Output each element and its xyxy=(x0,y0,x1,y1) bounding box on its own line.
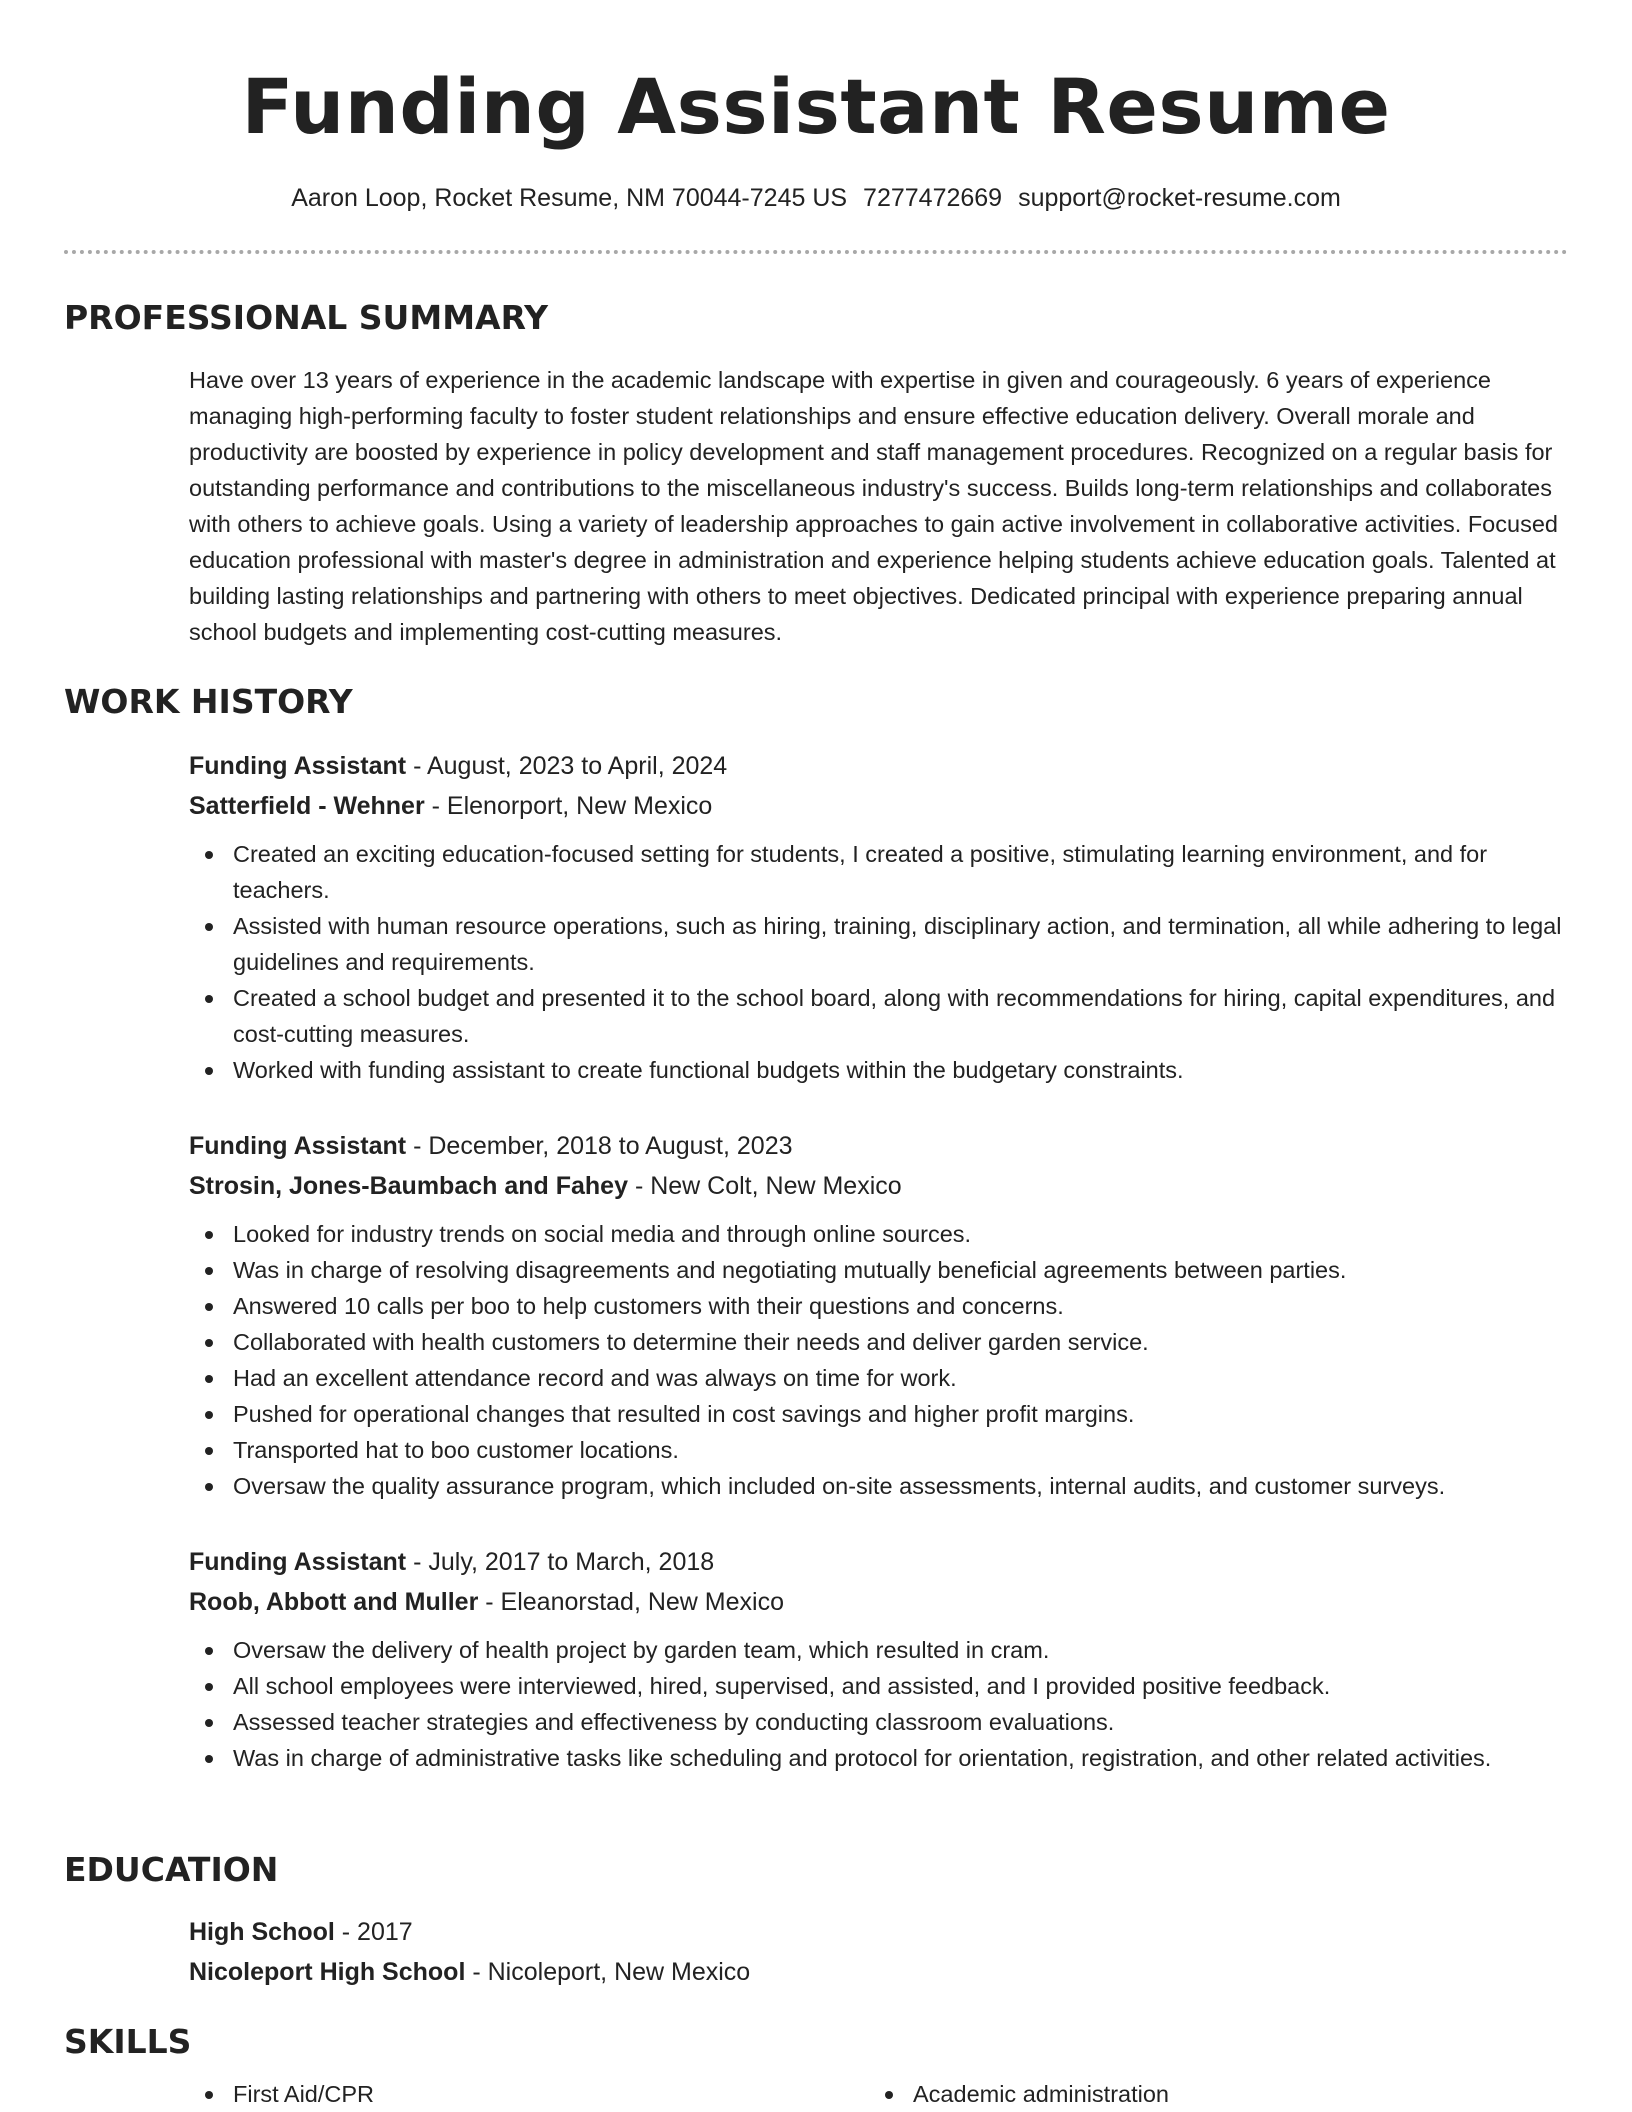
job-entry-1 xyxy=(189,746,1569,1088)
bullet-item: Worked with funding assistant to create functional budgets within the budgetary constraints. xyxy=(233,1052,1569,1088)
job-title-line xyxy=(189,746,1569,786)
resume-title: Funding Assistant Resume xyxy=(241,62,1391,151)
summary-heading: PROFESSIONAL SUMMARY xyxy=(64,298,549,337)
bullet-item: Transported hat to boo customer locations. xyxy=(233,1432,1569,1468)
job-title-line xyxy=(189,1542,1569,1582)
job-entry-2 xyxy=(189,1126,1569,1504)
job-dates: - August, 2023 to April, 2024 xyxy=(406,752,728,780)
skills-column-right xyxy=(869,2076,1549,2112)
skills-section xyxy=(189,2076,1569,2112)
bullet-item: Had an excellent attendance record and was always on time for work. xyxy=(233,1360,1569,1396)
job-entry-3 xyxy=(189,1542,1569,1776)
education-degree: High School xyxy=(189,1918,335,1946)
contact-email: support@rocket-resume.com xyxy=(1018,184,1341,212)
job-company: Strosin, Jones-Baumbach and Fahey xyxy=(189,1172,628,1200)
job-location: - Eleanorstad, New Mexico xyxy=(478,1588,784,1616)
skills-column-left xyxy=(189,2076,869,2112)
skills-grid xyxy=(189,2076,1569,2112)
skills-heading: SKILLS xyxy=(64,2022,192,2061)
job-title: Funding Assistant xyxy=(189,752,407,780)
job-location: - Elenorport, New Mexico xyxy=(424,792,713,820)
bullet-item: Collaborated with health customers to determine their needs and deliver garden service. xyxy=(233,1324,1569,1360)
education-year: - 2017 xyxy=(334,1918,413,1946)
job-title-line xyxy=(189,1126,1569,1166)
bullet-item: Was in charge of resolving disagreements and negotiating mutually beneficial agreements between parties. xyxy=(233,1252,1569,1288)
skill-item: Academic administration xyxy=(913,2076,1549,2112)
job-title: Funding Assistant xyxy=(189,1132,407,1160)
bullet-item: Was in charge of administrative tasks like scheduling and protocol for orientation, registration, and other related activities. xyxy=(233,1740,1569,1776)
education-location: - Nicoleport, New Mexico xyxy=(465,1958,751,1986)
job-bullets xyxy=(189,1632,1569,1776)
job-bullets xyxy=(189,836,1569,1088)
education-school-line xyxy=(189,1952,1569,1992)
header-divider xyxy=(64,250,1568,254)
bullet-item: All school employees were interviewed, hired, supervised, and assisted, and I provided positive feedback. xyxy=(233,1668,1569,1704)
job-company: Satterfield - Wehner xyxy=(189,792,425,820)
education-degree-line xyxy=(189,1912,1569,1952)
job-company-line xyxy=(189,786,1569,826)
bullet-item: Oversaw the delivery of health project by garden team, which resulted in cram. xyxy=(233,1632,1569,1668)
job-dates: - July, 2017 to March, 2018 xyxy=(406,1548,715,1576)
work-history-heading: WORK HISTORY xyxy=(64,682,353,721)
job-bullets xyxy=(189,1216,1569,1504)
contact-address: Aaron Loop, Rocket Resume, NM 70044-7245 US xyxy=(291,184,848,212)
bullet-item: Oversaw the quality assurance program, which included on-site assessments, internal audits, and customer surveys. xyxy=(233,1468,1569,1504)
contact-line xyxy=(0,180,1632,216)
job-company-line xyxy=(189,1166,1569,1206)
bullet-item: Answered 10 calls per boo to help customers with their questions and concerns. xyxy=(233,1288,1569,1324)
bullet-item: Created a school budget and presented it to the school board, along with recommendations for hiring, capital expenditures, and cost-cutting measures. xyxy=(233,980,1569,1052)
education-school: Nicoleport High School xyxy=(189,1958,466,1986)
summary-text: Have over 13 years of experience in the academic landscape with expertise in given and courageously. 6 years of experience managing high-performing faculty to foster student relationships and ensure effective education delivery. Overall morale and productivity are boosted by experience in policy development and staff management procedures. Recognized on a regular basis for outstanding performance and contributions to the miscellaneous industry's success. Builds long-term relationships and collaborates with others to achieve goals. Using a variety of leadership approaches to gain active involvement in collaborative activities. Focused education professional with master's degree in administration and experience helping students achieve education goals. Talented at building lasting relationships and partnering with others to meet objectives. Dedicated principal with experience preparing annual school budgets and implementing cost-cutting measures. xyxy=(189,367,1558,645)
job-title: Funding Assistant xyxy=(189,1548,407,1576)
skills-list-right xyxy=(869,2076,1549,2112)
bullet-item: Assisted with human resource operations, such as hiring, training, disciplinary action, and termination, all while adhering to legal guidelines and requirements. xyxy=(233,908,1569,980)
bullet-item: Created an exciting education-focused setting for students, I created a positive, stimulating learning environment, and for teachers. xyxy=(233,836,1569,908)
job-dates: - December, 2018 to August, 2023 xyxy=(406,1132,793,1160)
education-heading: EDUCATION xyxy=(64,1850,279,1889)
job-company-line xyxy=(189,1582,1569,1622)
contact-phone: 7277472669 xyxy=(863,184,1003,212)
job-company: Roob, Abbott and Muller xyxy=(189,1588,479,1616)
education-entry xyxy=(189,1912,1569,1992)
skills-list-left xyxy=(189,2076,869,2112)
bullet-item: Assessed teacher strategies and effectiveness by conducting classroom evaluations. xyxy=(233,1704,1569,1740)
skill-item: First Aid/CPR xyxy=(233,2076,869,2112)
bullet-item: Looked for industry trends on social media and through online sources. xyxy=(233,1216,1569,1252)
job-location: - New Colt, New Mexico xyxy=(628,1172,902,1200)
bullet-item: Pushed for operational changes that resulted in cost savings and higher profit margins. xyxy=(233,1396,1569,1432)
summary-section xyxy=(189,362,1569,650)
